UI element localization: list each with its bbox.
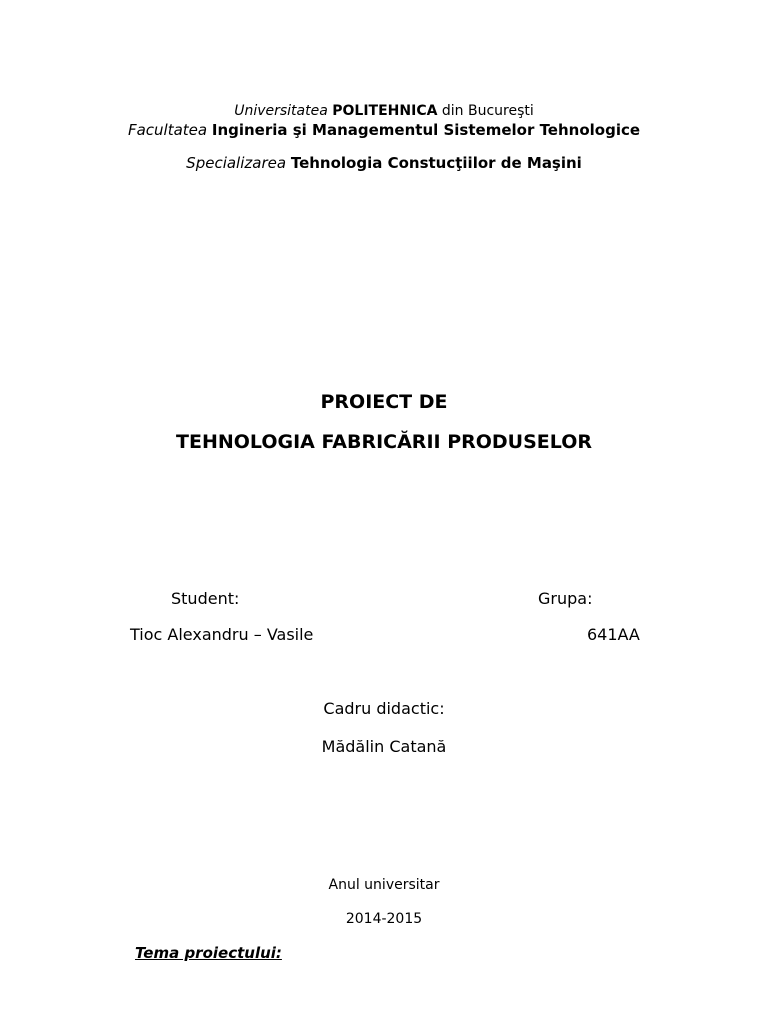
faculty-name: Ingineria şi Managementul Sistemelor Tehnologice (211, 121, 641, 139)
teacher-name: Mădălin Catană (321, 737, 447, 756)
group-label: Grupa: (538, 589, 593, 608)
project-title-line2: TEHNOLOGIA FABRICĂRII PRODUSELOR (176, 431, 592, 453)
student-name: Tioc Alexandru – Vasile (130, 625, 314, 644)
project-title-line1: PROIECT DE (320, 391, 448, 413)
specialization-line (0, 154, 768, 172)
project-topic-label (135, 944, 282, 962)
faculty-prefix: Facultatea (127, 121, 208, 139)
university-name: POLITEHNICA (332, 103, 438, 119)
faculty-line (0, 121, 768, 139)
specialization-prefix: Specializarea (186, 154, 287, 172)
student-label: Student: (171, 589, 240, 608)
university-suffix: din Bucureşti (441, 103, 534, 119)
project-topic-text: Tema proiectului: (135, 944, 282, 962)
academic-year-value: 2014-2015 (345, 911, 423, 927)
group-value: 641AA (587, 625, 640, 644)
academic-year-label: Anul universitar (328, 877, 440, 893)
teacher-label: Cadru didactic: (323, 699, 445, 718)
university-prefix: Universitatea (234, 103, 328, 119)
specialization-name: Tehnologia Constucţiilor de Maşini (290, 154, 582, 172)
university-line (0, 103, 768, 119)
